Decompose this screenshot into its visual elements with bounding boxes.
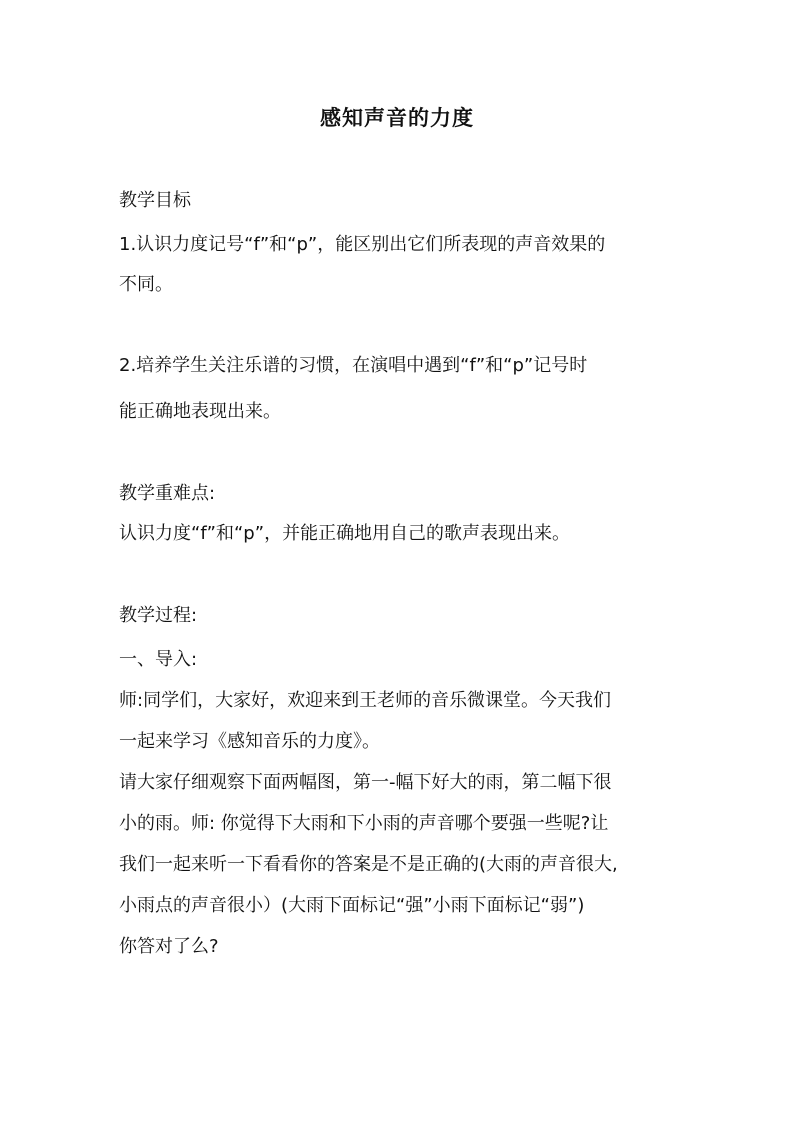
paragraph-line: 一起来学习《感知音乐的力度》。 — [119, 731, 380, 752]
paragraph-line: 你答对了么? — [119, 936, 219, 957]
section-heading-key-points: 教学重难点: — [119, 483, 216, 504]
objective-2-line-1: 2.培养学生关注乐谱的习惯，在演唱中遇到“f”和“p”记号时 — [119, 355, 588, 376]
objective-2-line-2: 能正确地表现出来。 — [119, 401, 281, 422]
section-heading-objectives: 教学目标 — [119, 190, 191, 211]
paragraph-line: 请大家仔细观察下面两幅图，第一-幅下好大的雨，第二幅下很 — [119, 772, 612, 793]
paragraph-line: 师:同学们，大家好，欢迎来到王老师的音乐微课堂。今天我们 — [119, 690, 612, 711]
paragraph-line: 小雨点的声音很小）(大雨下面标记“强”小雨下面标记“弱”) — [119, 895, 585, 916]
key-points-text: 认识力度“f”和“p”，并能正确地用自己的歌声表现出来。 — [119, 523, 571, 544]
paragraph-line: 小的雨。师: 你觉得下大雨和下小雨的声音哪个要强一些呢?让 — [119, 813, 609, 834]
section-heading-process: 教学过程: — [119, 605, 198, 626]
document-title: 感知声音的力度 — [320, 105, 474, 130]
objective-1-line-1: 1.认识力度记号“f”和“p”，能区别出它们所表现的声音效果的 — [119, 234, 606, 255]
paragraph-line: 我们一起来听一下看看你的答案是不是正确的(大雨的声音很大, — [119, 854, 618, 875]
objective-1-line-2: 不同。 — [119, 274, 173, 295]
subheading-introduction: 一、导入: — [119, 649, 198, 670]
